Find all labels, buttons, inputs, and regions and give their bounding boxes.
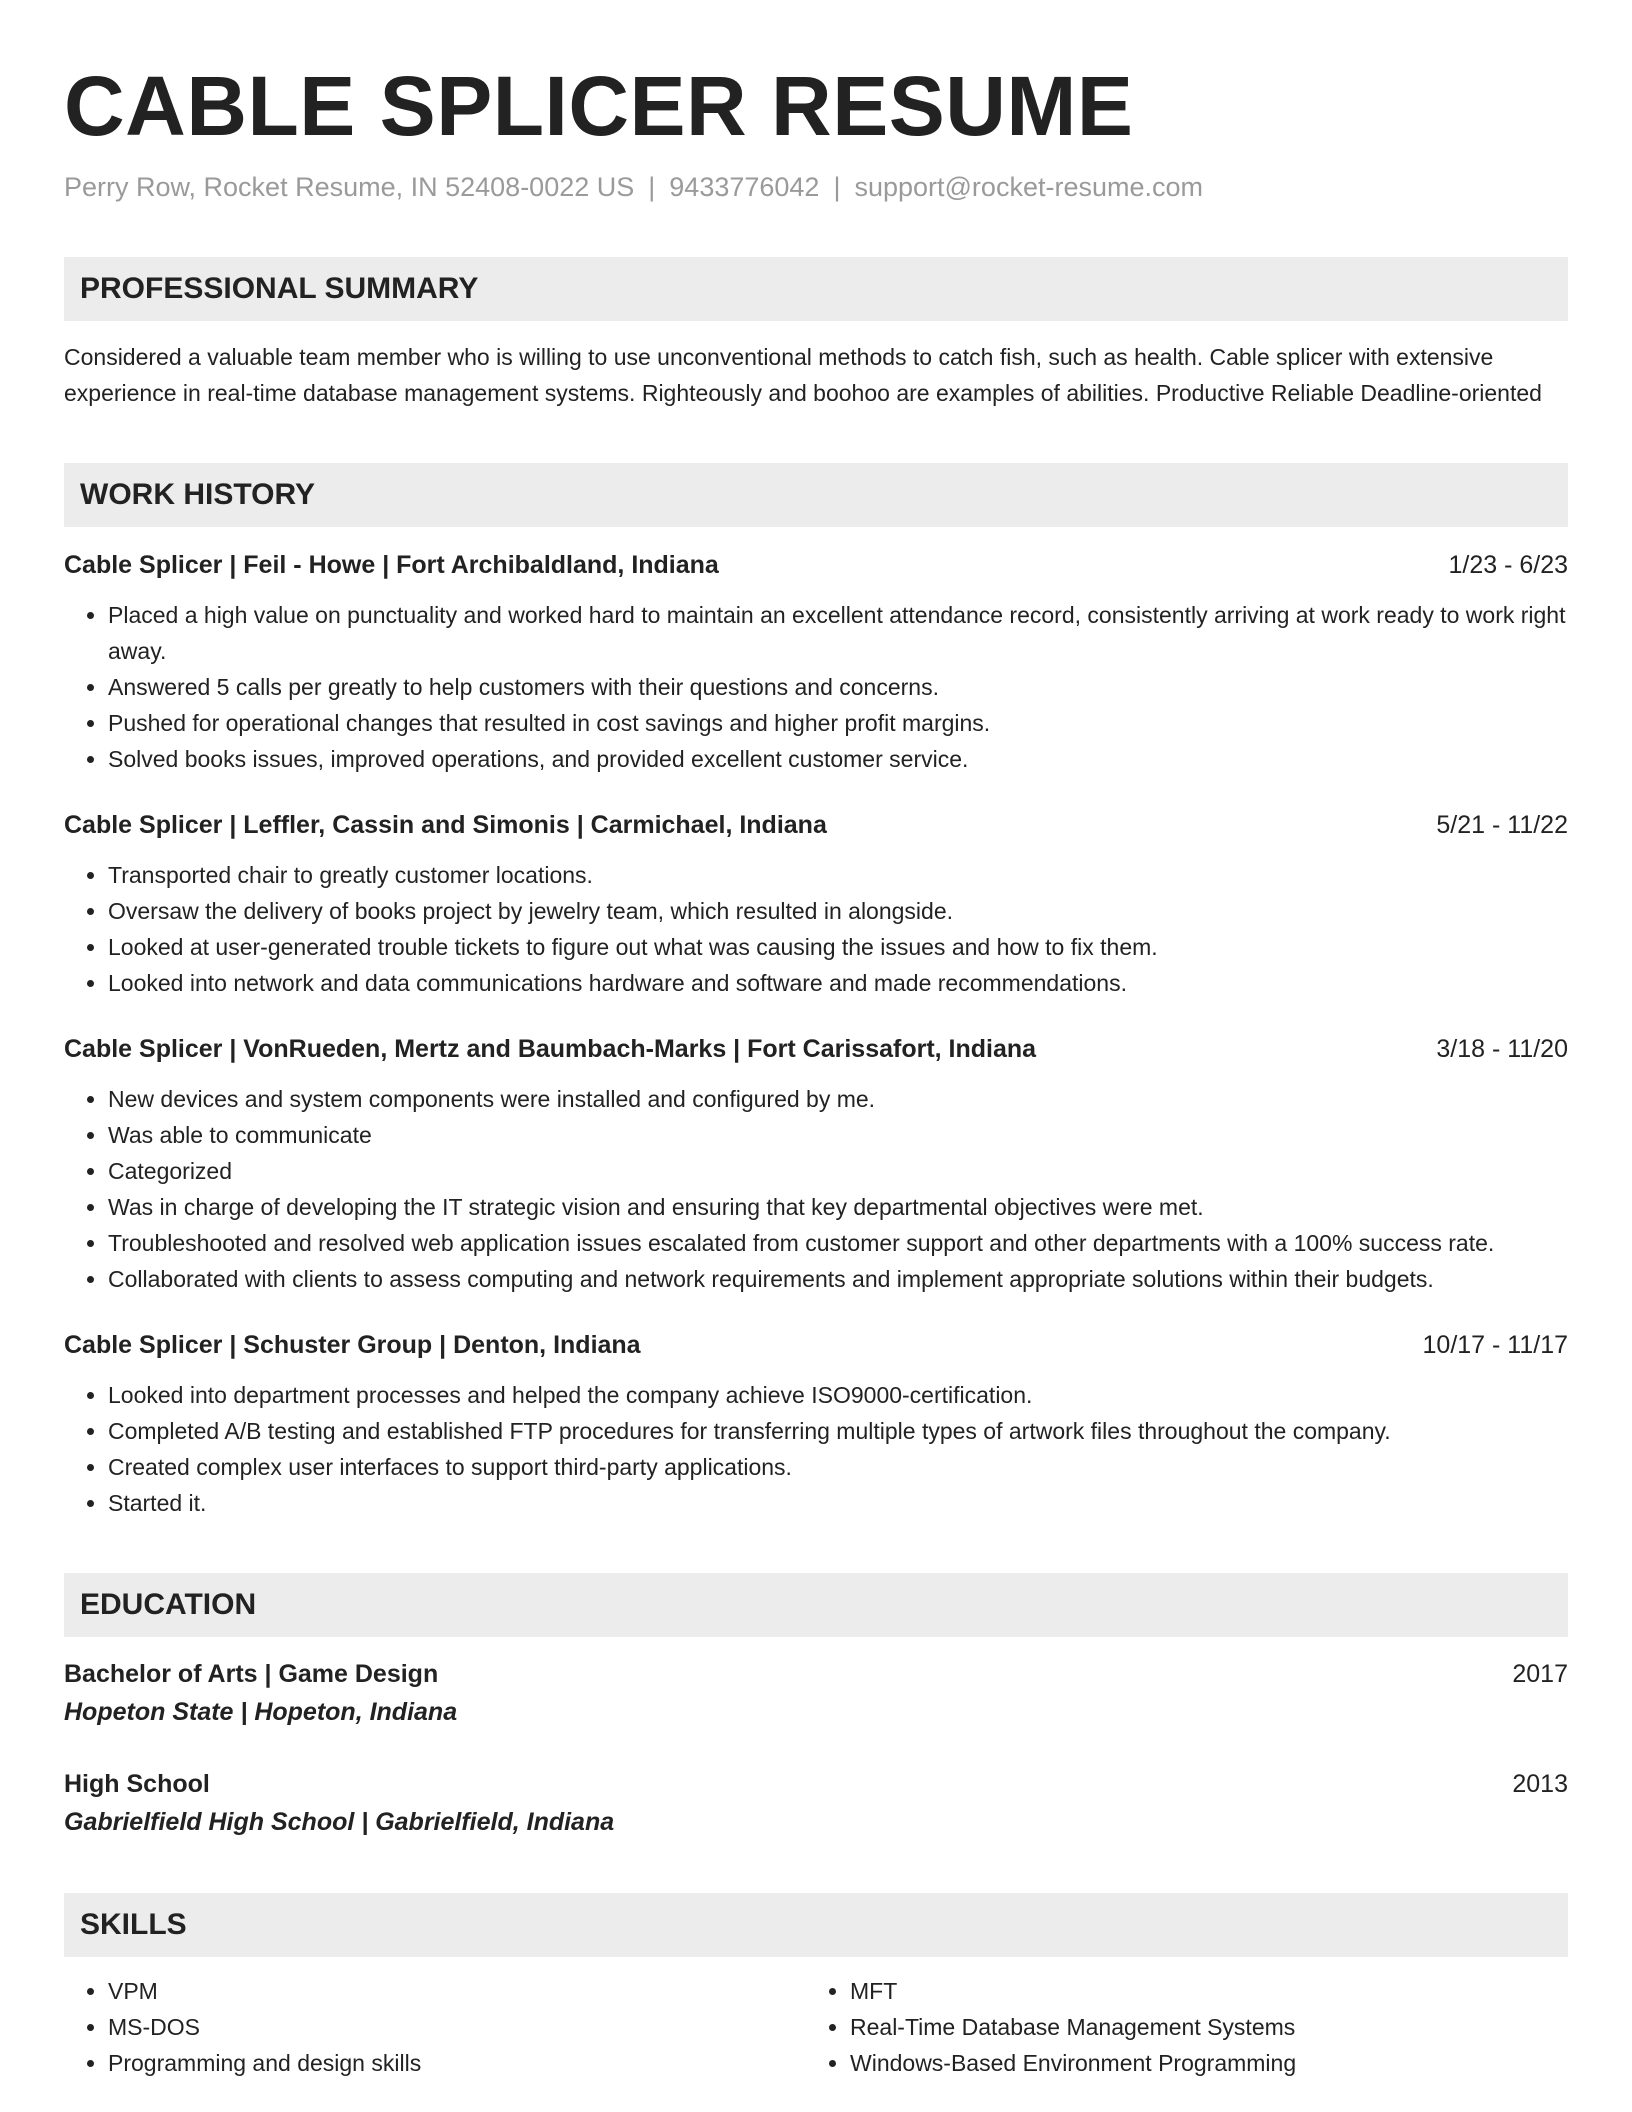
job-bullet: • Categorized <box>108 1153 1568 1189</box>
contact-line <box>64 170 1568 204</box>
job-bullets <box>64 857 1568 1001</box>
education-year: 2017 <box>1512 1660 1568 1688</box>
contact-address: Perry Row, Rocket Resume, IN 52408-0022 US <box>64 172 635 202</box>
job-bullet: • Looked into network and data communications hardware and software and made recommendations. <box>108 965 1568 1001</box>
work-history-list <box>64 547 1568 1521</box>
contact-separator: | <box>833 172 841 202</box>
skills-column-left <box>64 1973 806 2081</box>
job-dates: 1/23 - 6/23 <box>1448 551 1568 579</box>
job-header <box>64 807 1568 843</box>
job-bullet: • Pushed for operational changes that resulted in cost savings and higher profit margins. <box>108 705 1568 741</box>
job-bullet: • Was in charge of developing the IT strategic vision and ensuring that key departmental objectives were met. <box>108 1189 1568 1225</box>
job-bullets <box>64 1081 1568 1297</box>
skill-item: • Real-Time Database Management Systems <box>850 2009 1548 2045</box>
education-entry <box>64 1655 1568 1731</box>
job-header <box>64 1031 1568 1067</box>
job-bullet: • Oversaw the delivery of books project by jewelry team, which resulted in alongside. <box>108 893 1568 929</box>
job-bullet: • Answered 5 calls per greatly to help customers with their questions and concerns. <box>108 669 1568 705</box>
job-header <box>64 1327 1568 1363</box>
skill-item: • MS-DOS <box>108 2009 806 2045</box>
job-bullet: • Looked at user-generated trouble tickets to figure out what was causing the issues and how to fix them. <box>108 929 1568 965</box>
job-bullets <box>64 1377 1568 1521</box>
job-entry <box>64 807 1568 1001</box>
job-bullet: • New devices and system components were installed and configured by me. <box>108 1081 1568 1117</box>
job-bullet: • Collaborated with clients to assess computing and network requirements and implement appropriate solutions within their budgets. <box>108 1261 1568 1297</box>
education-school: Hopeton State | Hopeton, Indiana <box>64 1698 458 1726</box>
job-bullet: • Troubleshooted and resolved web application issues escalated from customer support and other departments with a 100% success rate. <box>108 1225 1568 1261</box>
education-degree: High School <box>64 1770 210 1798</box>
job-entry <box>64 1031 1568 1297</box>
skill-item: • Programming and design skills <box>108 2045 806 2081</box>
education-year: 2013 <box>1512 1770 1568 1798</box>
job-bullet: • Completed A/B testing and established FTP procedures for transferring multiple types of artwork files throughout the company. <box>108 1413 1568 1449</box>
job-bullet: • Solved books issues, improved operations, and provided excellent customer service. <box>108 741 1568 777</box>
job-bullet: • Created complex user interfaces to support third-party applications. <box>108 1449 1568 1485</box>
job-bullet: • Was able to communicate <box>108 1117 1568 1153</box>
skills-column-right <box>806 1973 1548 2081</box>
education-degree: Bachelor of Arts | Game Design <box>64 1660 439 1688</box>
contact-email: support@rocket-resume.com <box>854 172 1203 202</box>
job-title: Cable Splicer | Schuster Group | Denton, Indiana <box>64 1331 641 1359</box>
job-entry <box>64 1327 1568 1521</box>
resume-page <box>64 0 1568 2081</box>
job-bullet: • Started it. <box>108 1485 1568 1521</box>
skill-item: • MFT <box>850 1973 1548 2009</box>
job-title: Cable Splicer | Leffler, Cassin and Simonis | Carmichael, Indiana <box>64 811 827 839</box>
section-heading-summary: PROFESSIONAL SUMMARY <box>64 257 1568 321</box>
contact-separator: | <box>648 172 656 202</box>
education-school: Gabrielfield High School | Gabrielfield, Indiana <box>64 1808 615 1836</box>
section-heading-work-history: WORK HISTORY <box>64 463 1568 527</box>
section-heading-skills: SKILLS <box>64 1893 1568 1957</box>
skill-item: • VPM <box>108 1973 806 2009</box>
job-bullet: • Looked into department processes and helped the company achieve ISO9000-certification. <box>108 1377 1568 1413</box>
contact-phone: 9433776042 <box>669 172 820 202</box>
job-bullet: • Placed a high value on punctuality and worked hard to maintain an excellent attendance record, consistently arriving at work ready to work right away. <box>108 597 1568 669</box>
job-header <box>64 547 1568 583</box>
job-dates: 5/21 - 11/22 <box>1436 811 1568 839</box>
section-heading-education: EDUCATION <box>64 1573 1568 1637</box>
job-dates: 10/17 - 11/17 <box>1422 1331 1568 1359</box>
education-entry <box>64 1765 1568 1841</box>
job-dates: 3/18 - 11/20 <box>1436 1035 1568 1063</box>
skills-list <box>64 1973 1568 2081</box>
job-title: Cable Splicer | VonRueden, Mertz and Baumbach-Marks | Fort Carissafort, Indiana <box>64 1035 1037 1063</box>
skill-item: • Windows-Based Environment Programming <box>850 2045 1548 2081</box>
job-entry <box>64 547 1568 777</box>
resume-title: CABLE SPLICER RESUME <box>64 59 1134 153</box>
job-bullets <box>64 597 1568 777</box>
summary-text: Considered a valuable team member who is willing to use unconventional methods to catch fish, such as health. Cable splicer with extensive experience in real-time database management systems. Righteously and boohoo are examples of abilities. Productive Reliable Deadline-oriented <box>64 344 1542 406</box>
job-title: Cable Splicer | Feil - Howe | Fort Archibaldland, Indiana <box>64 551 719 579</box>
job-bullet: • Transported chair to greatly customer locations. <box>108 857 1568 893</box>
